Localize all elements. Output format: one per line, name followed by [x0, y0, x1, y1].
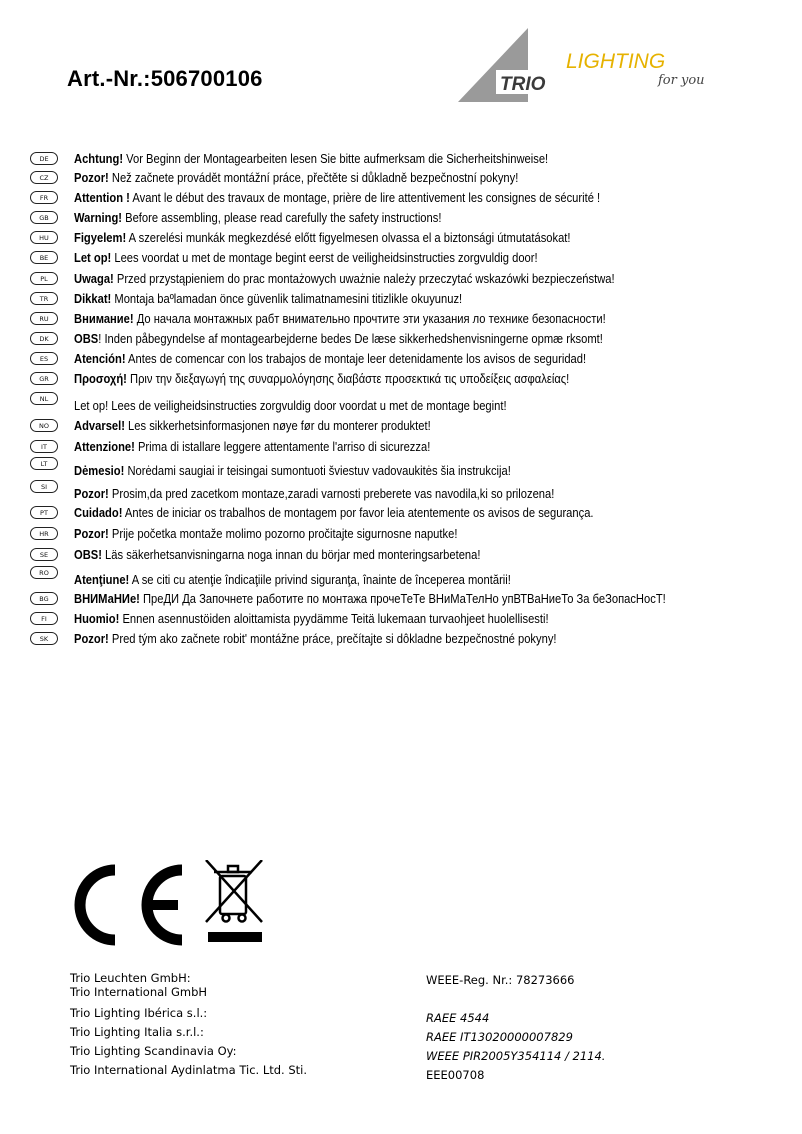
notice-text [74, 398, 507, 413]
notice-body: Vor Beginn der Montagearbeiten lesen Sie bitte aufmerksam die Sicherheitshinweise! [123, 150, 549, 166]
notice-text [74, 230, 571, 245]
notice-body: Les sikkerhetsinformasjonen nøye før du monterer produktet! [124, 417, 431, 433]
notice-body: Norėdami saugiai ir teisingai sumontuoti šviestuv vadovaukitės šia instrukcija! [124, 463, 511, 478]
notice-text [74, 439, 430, 454]
notice-bold-lead: Achtung! [74, 150, 124, 166]
safety-notice-dk [30, 328, 689, 348]
notice-body: ! Inden påbegyndelse af montagearbejderne bedes De læse sikkerhedshenvisningerne opmæ rksomt! [98, 330, 603, 346]
notice-text [74, 463, 511, 478]
notice-text [74, 418, 431, 433]
safety-notice-it [30, 436, 488, 456]
language-code-badge: FI [30, 612, 58, 625]
weee-bin-icon [206, 860, 262, 922]
language-code-badge: FR [30, 191, 58, 204]
language-code-badge: ES [30, 352, 58, 365]
notice-bold-lead: Advarsel! [74, 417, 125, 433]
notice-text [74, 572, 511, 587]
notice-text [74, 190, 600, 205]
notice-bold-lead: OBS! [74, 546, 102, 562]
notice-text [74, 631, 557, 646]
language-code-badge: IT [30, 440, 58, 453]
notice-text [74, 505, 594, 520]
safety-notice-nl [30, 392, 577, 412]
company-line: Trio International Aydinlatma Tic. Ltd. Sti. [70, 1063, 308, 1077]
notice-body: Antes de iniciar os trabalhos de montagem por favor leia atentemente os avisos de segurança. [122, 504, 594, 520]
safety-notice-ru [30, 308, 692, 328]
notice-body: Prije početka montaže molimo pozorno pročitajte sigurnosne naputke! [108, 525, 458, 541]
notice-bold-lead: Внимание! [74, 310, 134, 326]
notice-body: Antes de comencar con los trabajos de montaje leer detenidamente los avisos de seguridad! [125, 350, 587, 366]
notice-text [74, 311, 606, 326]
language-code-badge: SK [30, 632, 58, 645]
notice-body: Ennen asennustöiden aloittamista pyydämme Teitä lukemaan turvaohjeet huolellisesti! [119, 610, 549, 626]
safety-notice-fi [30, 608, 626, 628]
notice-body: Läs säkerhetsanvisningarna noga innan du börjar med monteringsarbetena! [101, 546, 481, 562]
company-line: Trio Lighting Italia s.r.l.: [70, 1025, 204, 1039]
safety-notice-cz [30, 167, 591, 187]
notice-text [74, 351, 586, 366]
safety-notice-be [30, 247, 613, 267]
notice-body: До начала монтажных рабт внимательно прочтите эти указания ло технике безопасности! [133, 310, 606, 326]
notice-text [74, 591, 666, 606]
safety-notice-pt [30, 502, 678, 522]
language-code-badge: HU [30, 231, 58, 244]
notice-body: Prosim,da pred zacetkom montaze,zaradi varnosti preberete vas navodila,ki so prilozena! [108, 486, 555, 501]
notice-bold-lead: ВНИМаНИе! [74, 590, 140, 606]
notice-text [74, 547, 480, 562]
notice-body: ПреДИ Да Започнете работите по монтажа прочеТеТе ВНиМаТелНо упВТВаНиеТо За беЗопасНосТ! [139, 590, 666, 606]
language-code-badge: GR [30, 372, 58, 385]
registration-line: RAEE IT13020000007829 [426, 1030, 573, 1044]
safety-notice-lt [30, 457, 582, 477]
ce-mark [80, 870, 182, 940]
notice-body: Przed przystąpieniem do prac montażowych uważnie należy przeczytać wskazówki bezpieczeństwa! [113, 270, 615, 286]
safety-notice-sk [30, 628, 635, 648]
notice-text [74, 291, 462, 306]
notice-bold-lead: OBS [74, 330, 99, 346]
footer-registrations [426, 971, 605, 1085]
logo-tagline: for you [658, 73, 705, 88]
notice-bold-lead: Pozor! [74, 525, 109, 541]
notice-bold-lead: Let op! [74, 249, 112, 265]
language-code-badge: SI [30, 480, 58, 493]
notice-text [74, 210, 441, 225]
notice-bold-lead: Προσοχή! [74, 370, 127, 386]
registration-line: EEE00708 [426, 1068, 485, 1082]
notice-text [74, 611, 549, 626]
weee-bar [208, 932, 262, 942]
notice-body: Než začnete provádět montážní práce, přečtěte si důkladně bezpečnostní pokyny! [108, 169, 519, 185]
notice-text [74, 271, 615, 286]
language-code-badge: NO [30, 419, 58, 432]
registration-line: WEEE PIR2005Y354114 / 2114. [426, 1049, 606, 1063]
company-line: Trio Leuchten GmbH: [70, 971, 191, 985]
notice-text [74, 526, 457, 541]
article-number: Art.-Nr.:506700106 [67, 66, 263, 91]
notice-bold-lead: Huomio! [74, 610, 120, 626]
notice-bold-lead: Pozor! [74, 486, 109, 501]
language-code-badge: PL [30, 272, 58, 285]
safety-notice-no [30, 415, 489, 435]
language-code-badge: SE [30, 548, 58, 561]
notice-text [74, 170, 518, 185]
language-code-badge: BE [30, 251, 58, 264]
safety-notice-gr [30, 368, 650, 388]
notice-body: Lees voordat u met de montage begint eerst de veiligheidsinstructies zorgvuldig door! [111, 249, 538, 265]
notice-text [74, 151, 548, 166]
language-code-badge: LT [30, 457, 58, 470]
safety-notice-bg [30, 588, 762, 608]
language-code-badge: PT [30, 506, 58, 519]
notice-bold-lead: Warning! [74, 209, 123, 225]
notice-bold-lead: Pozor! [74, 630, 109, 646]
language-code-badge: DK [30, 332, 58, 345]
notice-text [74, 331, 603, 346]
language-code-badge: HR [30, 527, 58, 540]
language-code-badge: DE [30, 152, 58, 165]
notice-bold-lead: Dikkat! [74, 290, 112, 306]
footer-companies [70, 971, 307, 1080]
notice-bold-lead: Atenţiune! [74, 572, 130, 587]
company-line: Trio Lighting Ibérica s.l.: [70, 1006, 208, 1020]
language-code-badge: GB [30, 211, 58, 224]
notice-body: Avant le début des travaux de montage, prière de lire attentivement les consignes de sécurité ! [129, 189, 601, 205]
notice-bold-lead: Figyelem! [74, 229, 127, 245]
notice-text [74, 486, 554, 501]
safety-notice-es [30, 348, 669, 368]
notice-body: A szerelési munkák megkezdésé előtt figyelmesen olvassa el a biztonsági útmutatásokat! [126, 229, 571, 245]
safety-notice-fr [30, 187, 686, 207]
logo-brand: TRIO [500, 74, 546, 95]
notice-text [74, 250, 538, 265]
notice-body: Montaja baºlamadan önce güvenlik talimatnamesini titizlikle okuyunuz! [111, 290, 463, 306]
language-code-badge: BG [30, 592, 58, 605]
notice-bold-lead: Uwaga! [74, 270, 114, 286]
safety-notice-hr [30, 523, 520, 543]
language-code-badge: NL [30, 392, 58, 405]
safety-notice-tr [30, 288, 525, 308]
language-code-badge: CZ [30, 171, 58, 184]
safety-notice-hu [30, 227, 651, 247]
notice-bold-lead: Cuidado! [74, 504, 123, 520]
notice-body: Pred tým ako začnete robit' montážne práce, prečítajte si dôkladne bezpečnostné pokyny! [108, 630, 557, 646]
safety-notice-se [30, 544, 547, 564]
notice-bold-lead: Attention ! [74, 189, 130, 205]
trio-lighting-logo [458, 26, 718, 106]
notice-body: A se citi cu atenţie îndicaţiile privind siguranţa, înainte de începerea montării! [129, 572, 511, 587]
language-code-badge: TR [30, 292, 58, 305]
company-line: Trio Lighting Scandinavia Oy: [70, 1044, 237, 1058]
safety-notice-gb [30, 207, 501, 227]
notice-body: Prima di istallare leggere attentamente l'arriso di sicurezza! [134, 438, 431, 454]
language-code-badge: RO [30, 566, 58, 579]
safety-notice-si [30, 480, 633, 500]
safety-notice-ro [30, 566, 582, 586]
notice-bold-lead: Dėmesio! [74, 463, 125, 478]
notice-bold-lead: Pozor! [74, 169, 109, 185]
notice-body: Before assembling, please read carefully the safety instructions! [122, 209, 442, 225]
safety-notice-de [30, 148, 625, 168]
logo-lighting: LIGHTING [566, 50, 666, 73]
notice-bold-lead: Attenzione! [74, 438, 135, 454]
notice-text [74, 371, 569, 386]
registration-line: RAEE 4544 [426, 1011, 490, 1025]
notice-bold-lead: Atención! [74, 350, 126, 366]
notice-body: Let op! Lees de veiligheidsinstructies zorgvuldig door voordat u met de montage begint! [74, 398, 507, 413]
registration-line: WEEE-Reg. Nr.: 78273666 [426, 973, 575, 987]
company-line: Trio International GmbH [70, 985, 208, 999]
conformity-marks [70, 860, 270, 950]
safety-notice-pl [30, 268, 703, 288]
language-code-badge: RU [30, 312, 58, 325]
notice-body: Πριν την διεξαγωγή της συναρμολόγησης διαβάστε προσεκτικά τις υποδείξεις ασφαλείας! [126, 370, 570, 386]
